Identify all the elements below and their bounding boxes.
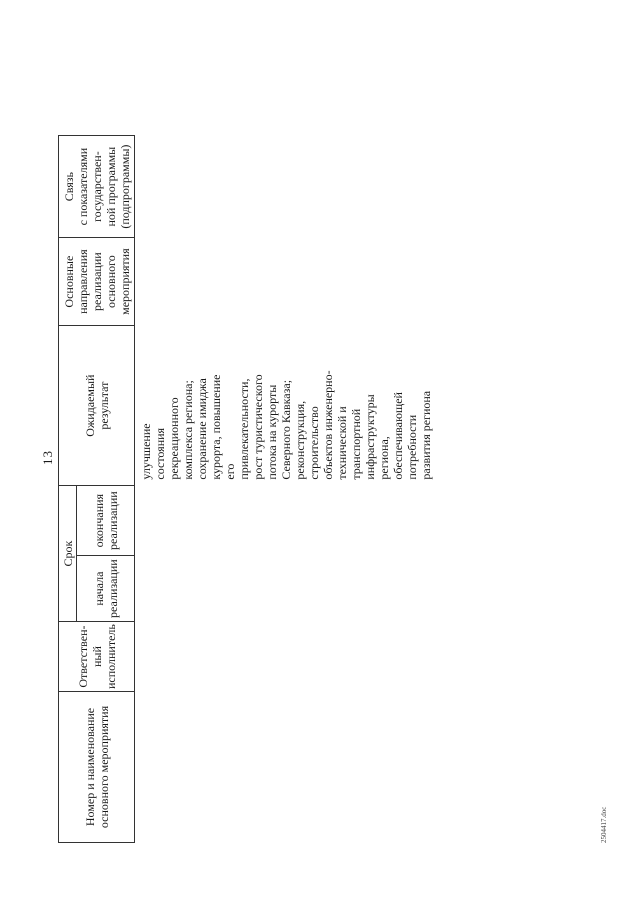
- page-number: 13: [40, 450, 55, 465]
- result-line: комплекса региона;: [181, 380, 195, 480]
- result-line: потребности: [405, 414, 419, 480]
- result-line: рекреационного: [167, 397, 181, 480]
- header-executor: Ответствен- ный исполнитель: [59, 622, 135, 692]
- header-term: Срок: [59, 486, 77, 622]
- header-start: начала реализации: [77, 556, 135, 622]
- cell-start: [135, 556, 438, 622]
- result-line: состояния: [153, 427, 167, 480]
- cell-link: [135, 136, 438, 238]
- cell-number-name: [135, 692, 438, 843]
- cell-end: [135, 486, 438, 556]
- header-main-directions: Основные направления реализации основного мероприятия: [59, 238, 135, 326]
- result-line: его: [223, 463, 237, 480]
- result-line: курорта, повышение: [209, 374, 223, 480]
- result-line: рост туристического: [251, 374, 265, 480]
- result-line: привлекательности,: [237, 378, 251, 480]
- result-line: улучшение: [139, 423, 153, 480]
- cell-expected-result: [135, 326, 438, 486]
- document-id: 2504417.doc: [600, 806, 608, 843]
- header-link: Связь с показателями государствен- ной программы (подпрограммы): [59, 136, 135, 238]
- result-line: объектов инженерно-: [321, 370, 335, 480]
- result-line: сохранение имиджа: [195, 378, 209, 480]
- result-line: технической и: [335, 406, 349, 480]
- expected-result-text: [139, 328, 433, 484]
- measures-table: [58, 55, 437, 843]
- header-number-name: Номер и наименование основного мероприятия: [59, 692, 135, 843]
- result-line: развития региона: [419, 390, 433, 480]
- result-line: потока на курорты: [265, 384, 279, 480]
- header-end: окончания реализации: [77, 486, 135, 556]
- table-row: [135, 56, 438, 843]
- result-line: реконструкция,: [293, 400, 307, 480]
- result-line: строительство: [307, 406, 321, 480]
- header-expected-result: Ожидаемый результат: [59, 326, 135, 486]
- result-line: инфраструктуры: [363, 394, 377, 480]
- result-line: Северного Кавказа;: [279, 379, 293, 480]
- result-line: региона,: [377, 436, 391, 480]
- cell-executor: [135, 622, 438, 692]
- result-line: обеспечивающей: [391, 392, 405, 480]
- cell-main-directions: [135, 238, 438, 326]
- result-line: транспортной: [349, 408, 363, 480]
